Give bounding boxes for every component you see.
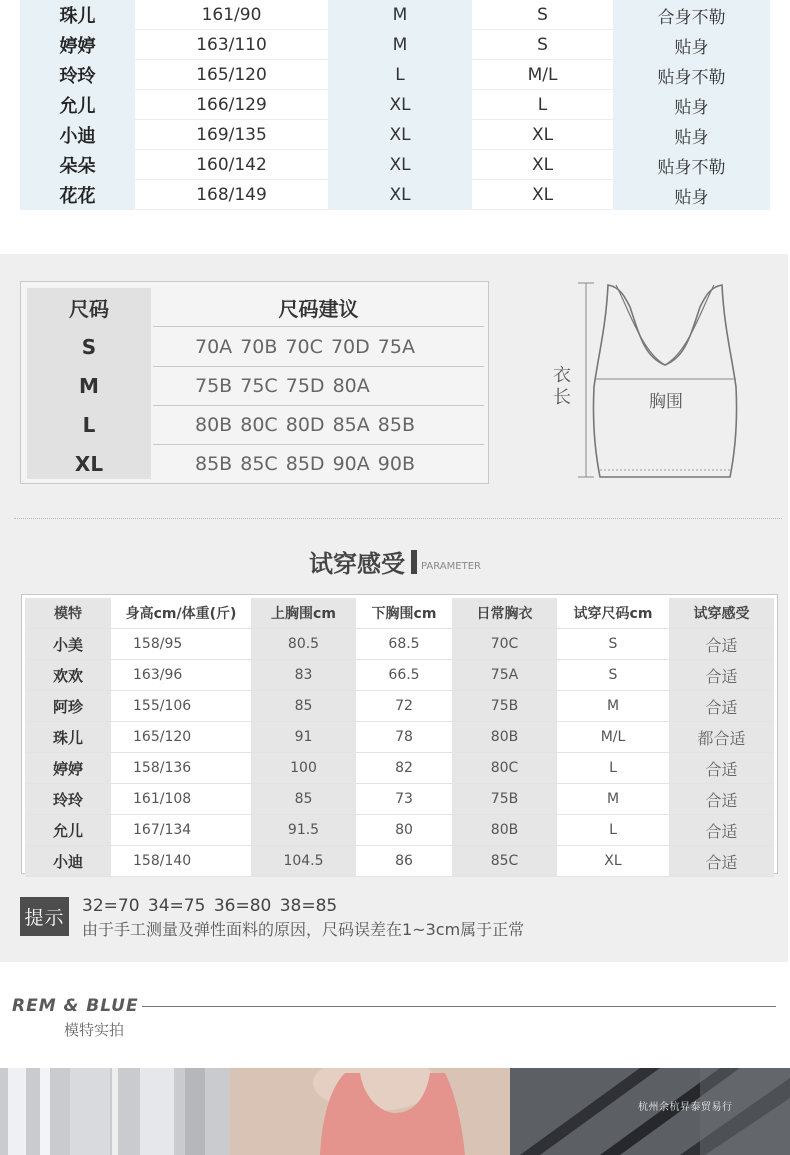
fit-cell: 贴身: [613, 30, 770, 60]
height-weight-cell: 158/140: [111, 846, 251, 877]
upper-chest-cell: 83: [251, 660, 356, 691]
daily-bra-cell: 80C: [452, 753, 557, 784]
model-name-cell: 玲玲: [20, 60, 135, 90]
daily-bra-cell: 75A: [452, 660, 557, 691]
daily-bra-cell: 75B: [452, 784, 557, 815]
fit-cell: 合身不勒: [613, 0, 770, 30]
upper-chest-cell: 104.5: [251, 846, 356, 877]
trial-table-body: [25, 598, 774, 877]
tip-note-text: 由于手工测量及弹性面料的原因，尺码误差在1~3cm属于正常: [82, 920, 525, 939]
upper-chest-cell: 80.5: [251, 629, 356, 660]
size-cell: M: [79, 373, 99, 398]
size-cell: L: [82, 412, 96, 437]
size-cell: XL: [472, 150, 613, 180]
height-weight-cell: 163/96: [111, 660, 251, 691]
trial-feeling-cell: 合适: [669, 753, 774, 784]
size-advice-row: [21, 405, 484, 444]
trial-feeling-cell: 合适: [669, 815, 774, 846]
table-row: [20, 150, 770, 180]
height-weight-cell: 165/120: [135, 60, 328, 90]
trial-feeling-cell: 合适: [669, 846, 774, 877]
trial-feeling-cell: 都合适: [669, 722, 774, 753]
height-weight-cell: 161/108: [111, 784, 251, 815]
under-chest-cell: 72: [356, 691, 452, 722]
table-row: [20, 120, 770, 150]
height-weight-cell: 168/149: [135, 180, 328, 210]
column-header: 试穿感受: [669, 598, 774, 629]
advice-header: 尺码建议: [153, 288, 484, 327]
table-row: [20, 90, 770, 120]
size-cell: XL: [328, 120, 472, 150]
advice-cell: 75B 75C 75D 80A: [153, 366, 484, 405]
daily-bra-cell: 85C: [452, 846, 557, 877]
model-name-cell: 小迪: [25, 846, 111, 877]
under-chest-cell: 66.5: [356, 660, 452, 691]
trial-size-cell: M: [557, 784, 669, 815]
model-name-cell: 允儿: [25, 815, 111, 846]
advice-cell: 85B 85C 85D 90A 90B: [153, 444, 484, 483]
fit-cell: 贴身: [613, 180, 770, 210]
height-weight-cell: 158/136: [111, 753, 251, 784]
column-header: 身高cm/体重(斤): [111, 598, 251, 629]
under-chest-cell: 82: [356, 753, 452, 784]
model-name-cell: 允儿: [20, 90, 135, 120]
size-cell: XL: [74, 451, 104, 476]
size-cell: XL: [328, 90, 472, 120]
trial-size-cell: L: [557, 815, 669, 846]
under-chest-cell: 78: [356, 722, 452, 753]
table-row: [20, 30, 770, 60]
size-panel: [0, 254, 788, 962]
trial-size-cell: XL: [557, 846, 669, 877]
trial-size-cell: M: [557, 691, 669, 722]
model-name-cell: 花花: [20, 180, 135, 210]
under-chest-cell: 86: [356, 846, 452, 877]
upper-chest-cell: 91: [251, 722, 356, 753]
trial-size-cell: M/L: [557, 722, 669, 753]
model-name-cell: 婷婷: [25, 753, 111, 784]
size-advice-table: [20, 281, 489, 484]
trial-size-cell: S: [557, 660, 669, 691]
trial-fit-table: [21, 594, 778, 874]
size-cell: XL: [328, 150, 472, 180]
model-name-cell: 玲玲: [25, 784, 111, 815]
table-row: [25, 815, 774, 846]
tip-label-box: 提示: [20, 897, 69, 936]
upper-chest-cell: 91.5: [251, 815, 356, 846]
column-header: 试穿尺码cm: [557, 598, 669, 629]
size-header: 尺码: [69, 297, 109, 321]
upper-chest-cell: 85: [251, 691, 356, 722]
brand-name: REM & BLUE: [12, 996, 139, 1016]
table-row: [25, 753, 774, 784]
height-weight-cell: 155/106: [111, 691, 251, 722]
under-chest-cell: 80: [356, 815, 452, 846]
size-cell: L: [328, 60, 472, 90]
size-cell: M: [328, 30, 472, 60]
table-row: [25, 629, 774, 660]
size-cell: S: [81, 334, 97, 359]
column-header: 日常胸衣: [452, 598, 557, 629]
garment-measure-diagram: [550, 277, 750, 487]
size-cell: S: [472, 0, 613, 30]
trial-size-cell: L: [557, 753, 669, 784]
size-advice-header: [21, 288, 484, 327]
model-fit-table: [20, 0, 770, 210]
trial-title: 试穿感受: [309, 550, 406, 578]
size-cell: M: [328, 0, 472, 30]
fit-cell: 贴身: [613, 120, 770, 150]
height-weight-cell: 167/134: [111, 815, 251, 846]
tip-conversion-text: 32=70 34=75 36=80 38=85: [82, 896, 338, 916]
size-advice-row: [21, 366, 484, 405]
table-row: [25, 660, 774, 691]
size-cell: XL: [328, 180, 472, 210]
table-row: [20, 180, 770, 210]
height-weight-cell: 160/142: [135, 150, 328, 180]
daily-bra-cell: 80B: [452, 815, 557, 846]
table-header-row: [25, 598, 774, 629]
trial-feeling-cell: 合适: [669, 691, 774, 722]
daily-bra-cell: 75B: [452, 691, 557, 722]
trial-feeling-cell: 合适: [669, 629, 774, 660]
trial-subtitle: PARAMETER: [421, 561, 481, 572]
table-row: [20, 60, 770, 90]
height-weight-cell: 158/95: [111, 629, 251, 660]
shop-watermark: 杭州余杭昇泰贸易行: [638, 1102, 733, 1113]
height-weight-cell: 169/135: [135, 120, 328, 150]
height-weight-cell: 163/110: [135, 30, 328, 60]
table-row: [25, 846, 774, 877]
brand-divider: [142, 1006, 776, 1007]
size-cell: L: [472, 90, 613, 120]
trial-section-title: [0, 544, 790, 580]
table-row: [20, 0, 770, 30]
fit-cell: 贴身不勒: [613, 60, 770, 90]
fit-cell: 贴身不勒: [613, 150, 770, 180]
column-header: 下胸围cm: [356, 598, 452, 629]
height-weight-cell: 166/129: [135, 90, 328, 120]
model-name-cell: 欢欢: [25, 660, 111, 691]
size-advice-row: [21, 444, 484, 483]
size-cell: S: [472, 30, 613, 60]
model-name-cell: 珠儿: [25, 722, 111, 753]
section-divider: [14, 518, 782, 519]
table-row: [25, 722, 774, 753]
advice-cell: 80B 80C 80D 85A 85B: [153, 405, 484, 444]
advice-cell: 70A 70B 70C 70D 75A: [195, 335, 415, 358]
model-name-cell: 婷婷: [20, 30, 135, 60]
fit-cell: 贴身: [613, 90, 770, 120]
title-bar-decoration: [411, 550, 417, 574]
trial-feeling-cell: 合适: [669, 660, 774, 691]
table-row: [25, 784, 774, 815]
chest-label: 胸围: [649, 392, 683, 412]
column-header: 上胸围cm: [251, 598, 356, 629]
length-label-1: 衣: [553, 365, 571, 386]
model-name-cell: 小美: [25, 629, 111, 660]
size-cell: XL: [472, 120, 613, 150]
model-name-cell: 小迪: [20, 120, 135, 150]
under-chest-cell: 73: [356, 784, 452, 815]
length-label-2: 长: [553, 387, 571, 408]
trial-size-cell: S: [557, 629, 669, 660]
height-weight-cell: 165/120: [111, 722, 251, 753]
column-header: 模特: [25, 598, 111, 629]
model-name-cell: 珠儿: [20, 0, 135, 30]
size-advice-row: [21, 327, 484, 366]
size-cell: M/L: [472, 60, 613, 90]
tank-top-outline: [550, 277, 750, 487]
height-weight-cell: 161/90: [135, 0, 328, 30]
brand-subtitle: 模特实拍: [64, 1021, 125, 1039]
model-name-cell: 阿珍: [25, 691, 111, 722]
model-name-cell: 朵朵: [20, 150, 135, 180]
upper-chest-cell: 100: [251, 753, 356, 784]
daily-bra-cell: 80B: [452, 722, 557, 753]
upper-chest-cell: 85: [251, 784, 356, 815]
daily-bra-cell: 70C: [452, 629, 557, 660]
trial-feeling-cell: 合适: [669, 784, 774, 815]
table-row: [25, 691, 774, 722]
under-chest-cell: 68.5: [356, 629, 452, 660]
size-cell: XL: [472, 180, 613, 210]
